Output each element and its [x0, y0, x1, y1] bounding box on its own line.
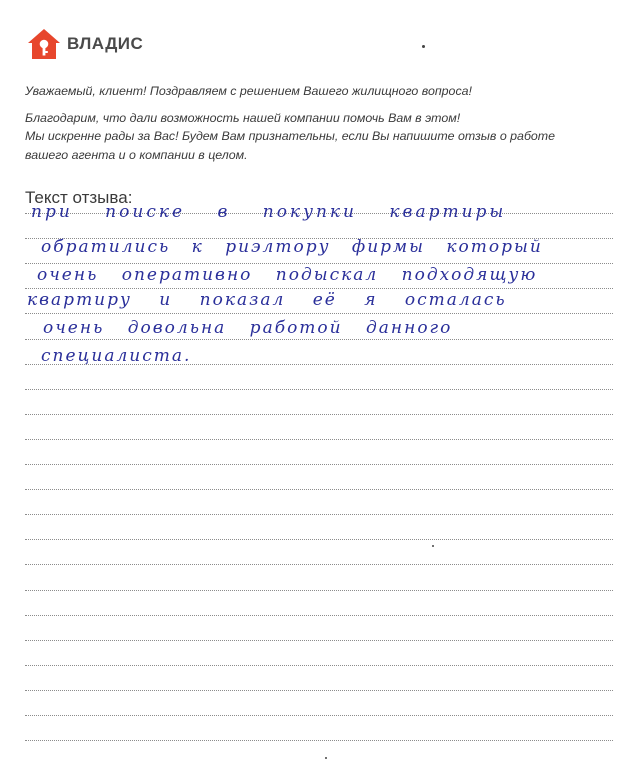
handwritten-line: квартиру и показал её я осталась: [27, 290, 507, 310]
ruled-line: [25, 414, 613, 415]
handwritten-line: очень оперативно подыскал подходящую: [37, 265, 538, 285]
greeting-text: Уважаемый, клиент! Поздравляем с решением Вашего жилищного вопроса!: [25, 84, 472, 98]
handwritten-line: очень довольна работой данного: [43, 318, 453, 338]
ruled-line: [25, 665, 613, 666]
ruled-line: [25, 514, 613, 515]
ruled-lines: [25, 0, 615, 768]
thanks-line: вашего агента и о компании в целом.: [25, 147, 248, 162]
handwritten-line: обратились к риэлтору фирмы который: [41, 237, 543, 257]
ruled-line: [25, 740, 613, 741]
thanks-line: Мы искренне рады за Вас! Будем Вам признательны, если Вы напишите отзыв о работе: [25, 129, 556, 144]
paper-speck: [325, 757, 327, 759]
ruled-line: [25, 615, 613, 616]
ruled-line: [25, 389, 613, 390]
thanks-line: Благодарим, что дали возможность нашей компании помочь Вам в этом!: [25, 111, 461, 126]
ruled-line: [25, 640, 613, 641]
paper-speck: [422, 45, 425, 48]
ruled-line: [25, 313, 613, 314]
ruled-line: [25, 690, 613, 691]
ruled-line: [25, 439, 613, 440]
paper-speck: [432, 545, 434, 547]
ruled-line: [25, 564, 613, 565]
ruled-line: [25, 489, 613, 490]
ruled-line: [25, 339, 613, 340]
ruled-line: [25, 464, 613, 465]
handwritten-line: при поиске в покупки квартиры: [31, 202, 507, 222]
handwritten-line: специалиста.: [41, 346, 192, 366]
ruled-line: [25, 539, 613, 540]
review-label: Текст отзыва:: [25, 188, 133, 207]
ruled-line: [25, 715, 613, 716]
brand-name: ВЛАДИС: [67, 34, 144, 53]
ruled-line: [25, 590, 613, 591]
